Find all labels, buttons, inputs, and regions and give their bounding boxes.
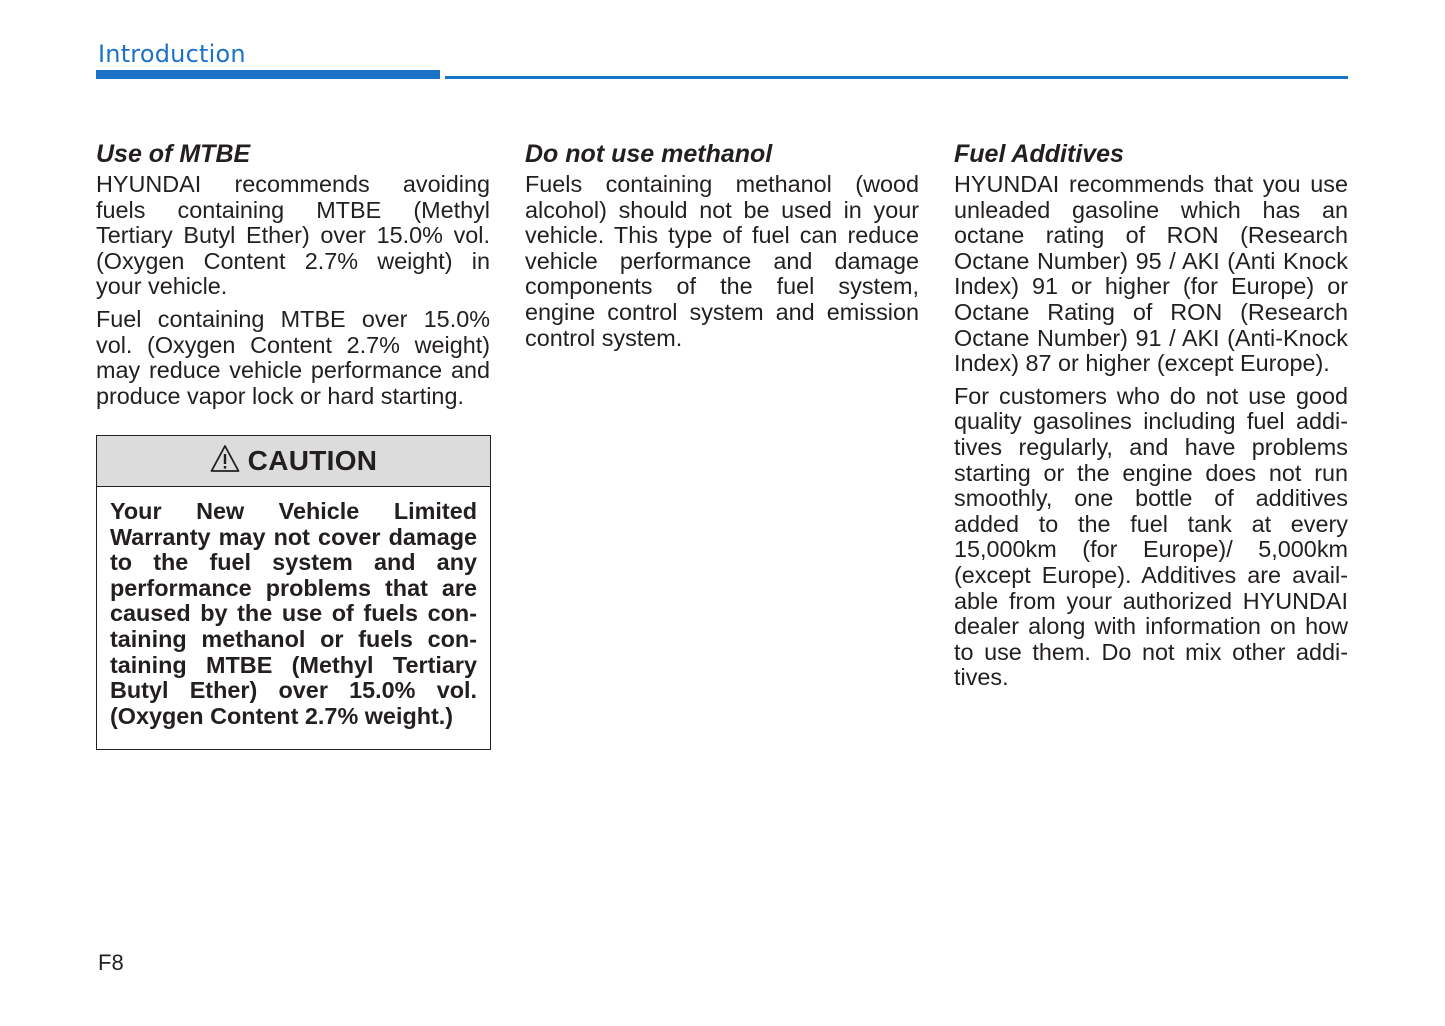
methanol-heading: Do not use methanol <box>525 140 773 168</box>
section-title: Introduction <box>98 40 246 68</box>
header-rule-thick <box>96 70 440 79</box>
column-mtbe <box>96 138 490 416</box>
caution-title: CAUTION <box>247 445 378 476</box>
warning-triangle-icon <box>210 444 240 474</box>
methanol-paragraph-1: Fuels containing methanol (wood alcohol) should not be used in your vehicle. This type of fuel can reduce vehicle performance and damage components of the fuel system, engine control system and emission control system. <box>525 171 919 351</box>
caution-body: Your New Vehicle Limited Warranty may not cover damage to the fuel system and any performance problems that are caused by the use of fuels containing methanol or fuels containing MTBE (Methyl Tertiary Butyl Ether) over 15.0% vol. (Oxygen Content 2.7% weight.) <box>110 498 477 729</box>
mtbe-heading: Use of MTBE <box>96 140 251 168</box>
additives-paragraph-2: For customers who do not use good quality gasolines including fuel additives regularly, and have problems starting or the engine does not run smoothly, one bottle of additives added to the fuel tank at every 15,000km (for Europe)/ 5,000km (except Europe). Additives are available from your authorized HYUNDAI dealer along with information on how to use them. Do not mix other additives. <box>954 382 1348 691</box>
caution-box <box>96 435 491 750</box>
mtbe-paragraph-2: Fuel containing MTBE over 15.0% vol. (Oxygen Content 2.7% weight) may reduce vehicle performance and produce vapor lock or hard starting. <box>96 305 490 409</box>
column-additives <box>954 138 1348 698</box>
mtbe-paragraph-1: HYUNDAI recommends avoiding fuels containing MTBE (Methyl Tertiary Butyl Ether) over 15.0% vol. (Oxygen Content 2.7% weight) in your vehicle. <box>96 171 490 300</box>
header-rule-thin <box>445 76 1348 79</box>
page-number: F8 <box>98 950 124 975</box>
caution-header <box>97 436 490 487</box>
column-methanol <box>525 138 919 358</box>
additives-paragraph-1: HYUNDAI recommends that you use unleaded gasoline which has an octane rating of RON (Research Octane Number) 95 / AKI (Anti Knock Index) 91 or higher (for Europe) or Octane Rating of RON (Research Octane Number) 91 / AKI (Anti-Knock Index) 87 or higher (except Europe). <box>954 171 1348 377</box>
additives-heading: Fuel Additives <box>954 140 1124 168</box>
